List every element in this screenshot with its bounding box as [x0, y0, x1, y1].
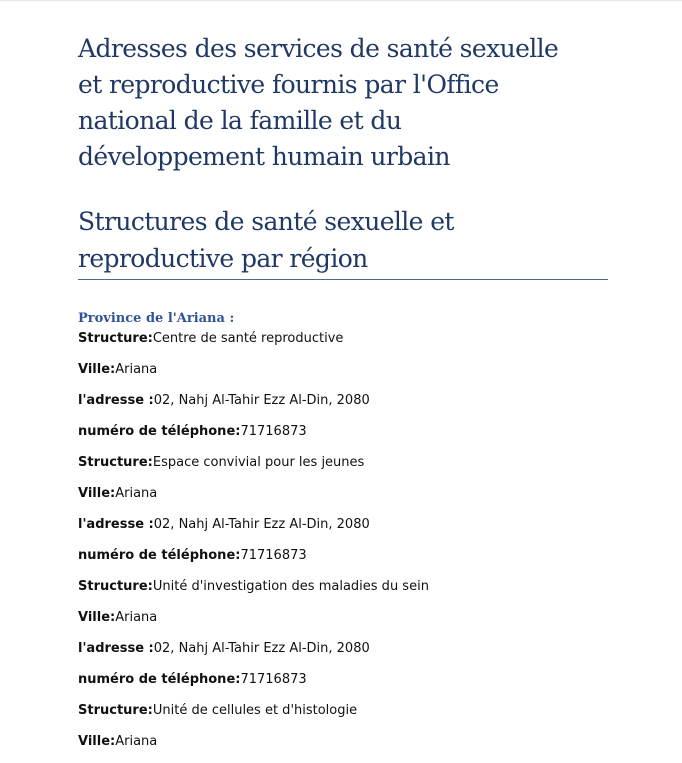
ville-label: Ville: — [78, 486, 116, 501]
structure-row — [78, 701, 608, 732]
telephone-row — [78, 670, 608, 701]
structure-value: Unité d'investigation des maladies du sein — [152, 579, 429, 594]
adresse-label: l'adresse : — [78, 517, 154, 532]
province-heading: Province de l'Ariana : — [78, 311, 235, 326]
main-title-line: et reproductive fournis par l'Office — [78, 70, 499, 99]
structure-label: Structure: — [78, 579, 153, 594]
section-title-line: reproductive par région — [78, 244, 368, 273]
ville-row — [78, 732, 608, 763]
structure-label: Structure: — [78, 455, 153, 470]
structure-value: Centre de santé reproductive — [152, 331, 344, 346]
adresse-label: l'adresse : — [78, 641, 154, 656]
structure-row — [78, 329, 608, 360]
ville-label: Ville: — [78, 362, 116, 377]
ville-label: Ville: — [78, 610, 116, 625]
main-title-line: Adresses des services de santé sexuelle — [78, 34, 559, 63]
adresse-value: 02, Nahj Al-Tahir Ezz Al-Din, 2080 — [153, 517, 370, 532]
section-title — [78, 203, 608, 280]
adresse-row — [78, 639, 608, 670]
section-title-line: Structures de santé sexuelle et — [78, 207, 454, 236]
structure-label: Structure: — [78, 703, 153, 718]
adresse-row — [78, 391, 608, 422]
structure-value: Unité de cellules et d'histologie — [152, 703, 358, 718]
adresse-value: 02, Nahj Al-Tahir Ezz Al-Din, 2080 — [153, 641, 370, 656]
ville-row — [78, 608, 608, 639]
ville-value: Ariana — [115, 610, 158, 625]
structure-row — [78, 453, 608, 484]
structure-label: Structure: — [78, 331, 153, 346]
main-title-line: développement humain urbain — [78, 142, 450, 171]
ville-label: Ville: — [78, 734, 116, 749]
structure-row — [78, 577, 608, 608]
adresse-label: l'adresse : — [78, 393, 154, 408]
telephone-row — [78, 422, 608, 453]
telephone-value: 71716873 — [240, 672, 307, 687]
main-title-line: national de la famille et du — [78, 106, 402, 135]
ville-value: Ariana — [115, 734, 158, 749]
main-title — [78, 31, 608, 175]
telephone-row — [78, 546, 608, 577]
telephone-label: numéro de téléphone: — [78, 672, 241, 687]
ville-value: Ariana — [115, 362, 158, 377]
structure-list — [78, 329, 608, 763]
document-content — [78, 31, 608, 763]
ville-value: Ariana — [115, 486, 158, 501]
telephone-value: 71716873 — [240, 424, 307, 439]
telephone-value: 71716873 — [240, 548, 307, 563]
telephone-label: numéro de téléphone: — [78, 424, 241, 439]
ville-row — [78, 484, 608, 515]
telephone-label: numéro de téléphone: — [78, 548, 241, 563]
ville-row — [78, 360, 608, 391]
adresse-value: 02, Nahj Al-Tahir Ezz Al-Din, 2080 — [153, 393, 370, 408]
structure-value: Espace convivial pour les jeunes — [152, 455, 365, 470]
adresse-row — [78, 515, 608, 546]
